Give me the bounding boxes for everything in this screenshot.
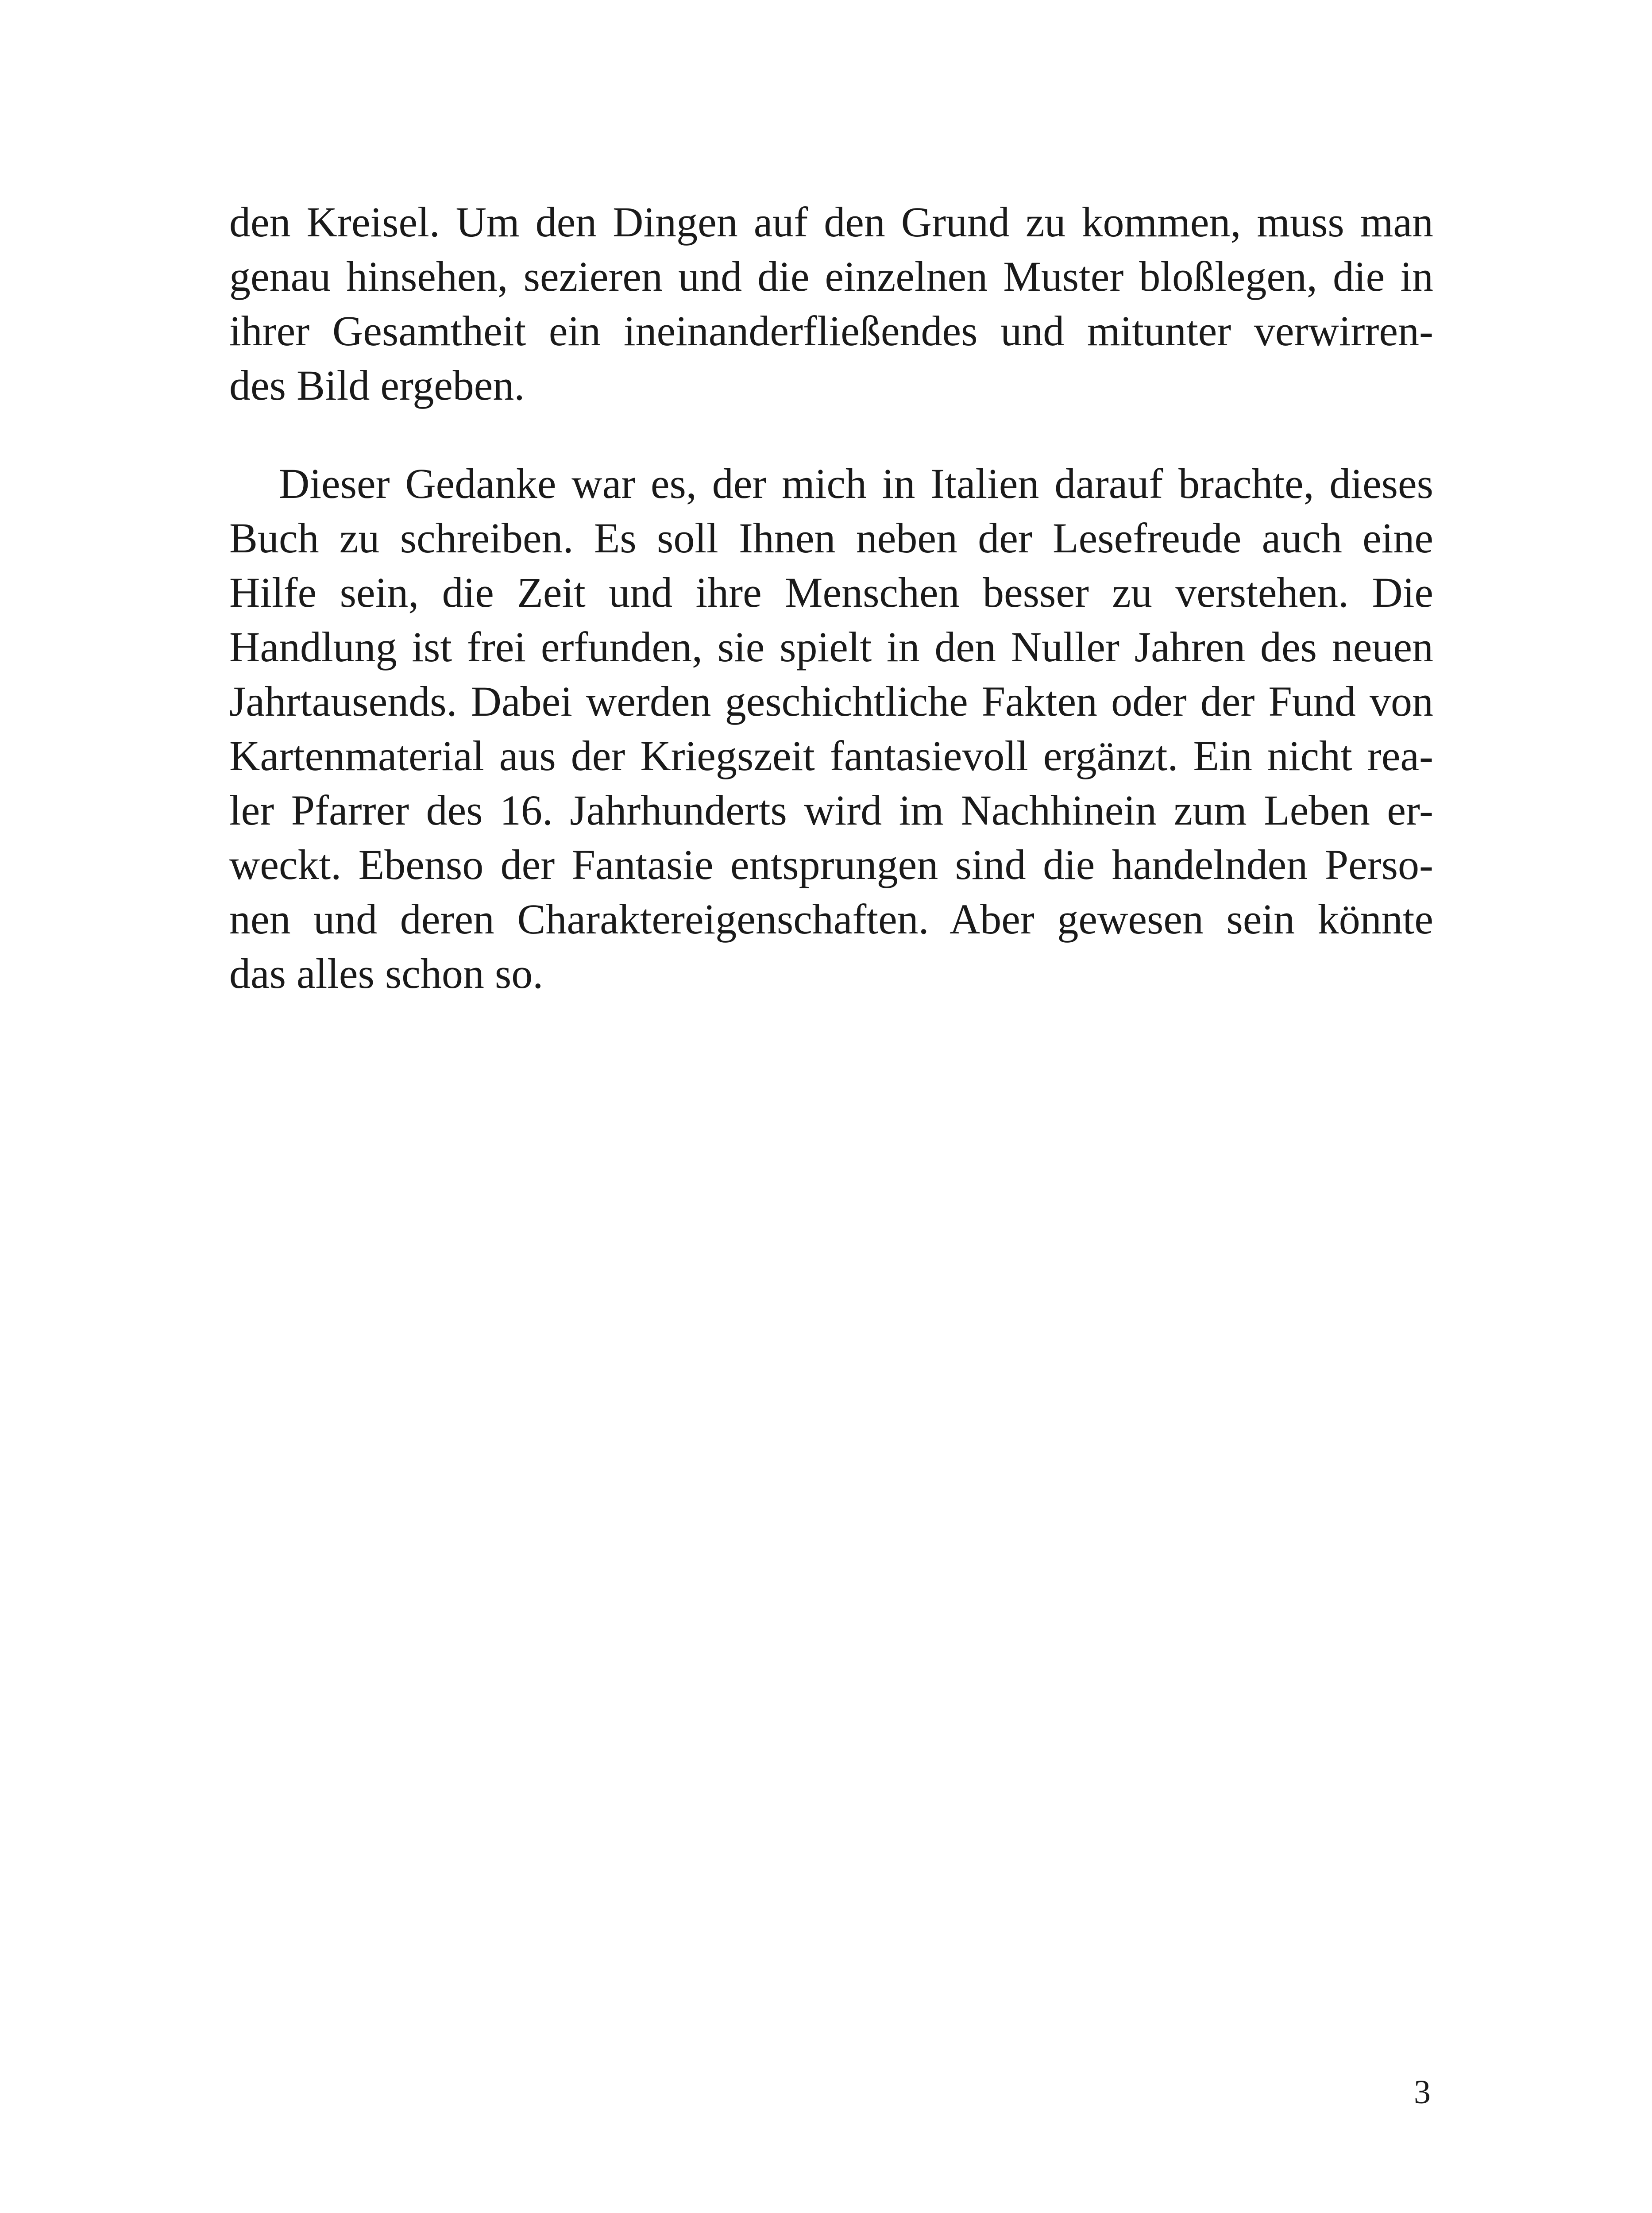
text-line: ler Pfarrer des 16. Jahrhunderts wird im Nachhinein zum Leben er-: [229, 787, 1433, 834]
paragraph-1: [229, 195, 1433, 413]
text-line: Kartenmaterial aus der Kriegszeit fantasievoll ergänzt. Ein nicht rea-: [229, 732, 1433, 779]
text-line: ihrer Gesamtheit ein ineinanderfließendes und mitunter verwirren-: [229, 307, 1433, 355]
text-line: Handlung ist frei erfunden, sie spielt in den Nuller Jahren des neuen: [229, 623, 1433, 671]
text-line: weckt. Ebenso der Fantasie entsprungen sind die handelnden Perso-: [229, 841, 1433, 888]
text-line: des Bild ergeben.: [229, 362, 525, 409]
text-line: nen und deren Charaktereigenschaften. Aber gewesen sein könnte: [229, 895, 1433, 943]
text-line: den Kreisel. Um den Dingen auf den Grund zu kommen, muss man: [229, 198, 1433, 246]
paragraph-2: [229, 456, 1433, 1001]
text-line: Dieser Gedanke war es, der mich in Italien darauf brachte, dieses: [279, 460, 1433, 507]
text-line: Jahrtausends. Dabei werden geschichtliche Fakten oder der Fund von: [229, 678, 1433, 725]
paragraph-spacer: [229, 413, 1433, 456]
page-number: 3: [1414, 2074, 1431, 2111]
text-line: Hilfe sein, die Zeit und ihre Menschen besser zu verstehen. Die: [229, 569, 1433, 616]
text-line: genau hinsehen, sezieren und die einzelnen Muster bloßlegen, die in: [229, 253, 1433, 300]
text-line: das alles schon so.: [229, 950, 544, 997]
text-line: Buch zu schreiben. Es soll Ihnen neben der Lesefreude auch eine: [229, 514, 1433, 562]
body-text: [229, 195, 1433, 1001]
